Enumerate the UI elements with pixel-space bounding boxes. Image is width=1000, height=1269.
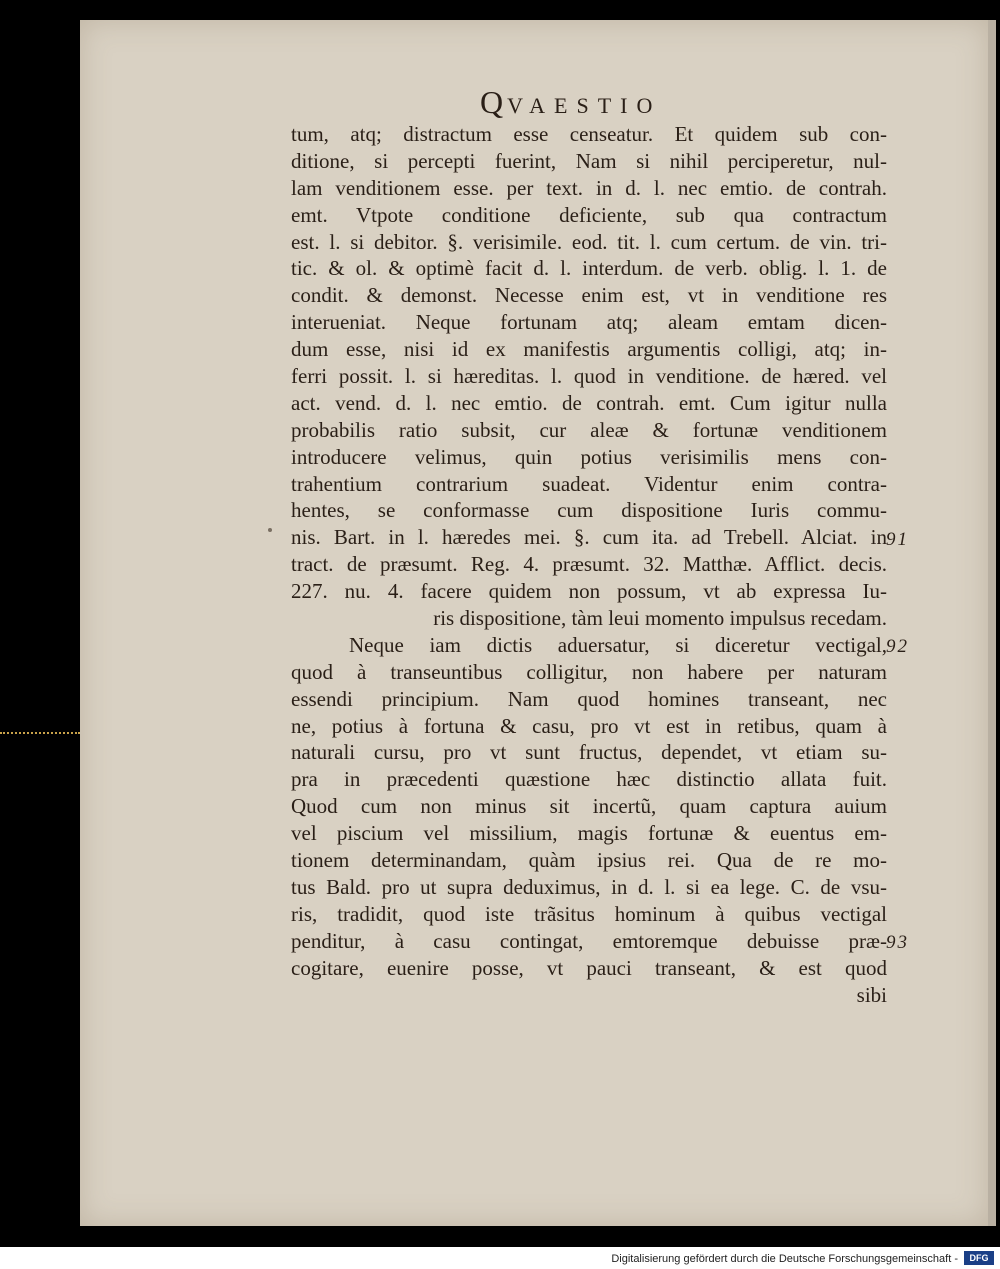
- text-line: probabilis ratio subsit, cur aleæ & fortunæ venditionem: [291, 417, 887, 442]
- text-line: lam venditionem esse. per text. in d. l. nec emtio. de contrah.: [291, 175, 887, 200]
- text-line: interueniat. Neque fortunam atq; aleam emtam dicen-: [291, 310, 887, 335]
- text-line: condit. & demonst. Necesse enim est, vt in venditione res: [291, 283, 887, 308]
- margin-note: 93: [886, 932, 909, 953]
- funding-credit: Digitalisierung gefördert durch die Deutsche Forschungsgemeinschaft -: [611, 1253, 958, 1265]
- running-head: [480, 84, 661, 121]
- text-line: tionem determinandam, quàm ipsius rei. Qua de re mo-: [291, 848, 887, 873]
- text-line: Neque iam dictis aduersatur, si diceretur vectigal,: [349, 632, 887, 657]
- text-line: act. vend. d. l. nec emtio. de contrah. emt. Cum igitur nulla: [291, 390, 887, 415]
- margin-note: 92: [886, 636, 909, 658]
- text-line: hentes, se conformasse cum dispositione Iuris commu-: [291, 498, 887, 523]
- stray-mark: [268, 528, 272, 532]
- text-line: nis. Bart. in l. hæredes mei. §. cum ita. ad Trebell. Alciat. in: [291, 525, 887, 550]
- text-line: penditur, à casu contingat, emtoremque debuisse præ-: [291, 928, 887, 953]
- text-line: quod à transeuntibus colligitur, non habere per naturam: [291, 659, 887, 684]
- running-head-rest: VAESTIO: [507, 93, 662, 118]
- margin-note: 91: [886, 528, 909, 550]
- text-line: ris, tradidit, quod iste trãsitus hominum à quibus vectigal: [291, 901, 887, 926]
- footer-strip: [0, 1247, 1000, 1269]
- text-line: sibi: [856, 982, 887, 1007]
- text-line: emt. Vtpote conditione deficiente, sub qua contractum: [291, 202, 887, 227]
- left-dotted-rule: [0, 732, 80, 734]
- text-line: essendi principium. Nam quod homines transeant, nec: [291, 686, 887, 711]
- text-line: tus Bald. pro ut supra deduximus, in d. l. si ea lege. C. de vsu-: [291, 874, 887, 899]
- text-line: naturali cursu, pro vt sunt fructus, dependet, vt etiam su-: [291, 740, 887, 765]
- running-head-initial: Q: [480, 84, 508, 120]
- text-line: Quod cum non minus sit incertũ, quam captura auium: [291, 794, 887, 819]
- text-line: tic. & ol. & optimè facit d. l. interdum. de verb. oblig. l. 1. de: [291, 256, 887, 281]
- dfg-logo: DFG: [964, 1251, 994, 1265]
- page-edge: [988, 20, 996, 1226]
- text-line: tract. de præsumt. Reg. 4. præsumt. 32. Matthæ. Afflict. decis.: [291, 552, 887, 577]
- text-line: ferri possit. l. si hæreditas. l. quod in venditione. de hæred. vel: [291, 364, 887, 389]
- text-line: ne, potius à fortuna & casu, pro vt est in retibus, quam à: [291, 713, 887, 738]
- text-line: vel piscium vel missilium, magis fortunæ & euentus em-: [291, 821, 887, 846]
- text-line: dum esse, nisi id ex manifestis argumentis colligi, atq; in-: [291, 337, 887, 362]
- text-line: trahentium contrarium suadeat. Videntur enim contra-: [291, 471, 887, 496]
- text-line: tum, atq; distractum esse censeatur. Et quidem sub con-: [291, 122, 887, 146]
- text-line: 227. nu. 4. facere quidem non possum, vt ab expressa Iu-: [291, 579, 887, 604]
- body-text: [291, 121, 887, 1008]
- text-line: est. l. si debitor. §. verisimile. eod. tit. l. cum certum. de vin. tri-: [291, 229, 887, 254]
- text-line: introducere velimus, quin potius verisimilis mens con-: [291, 444, 887, 469]
- text-line: ris dispositione, tàm leui momento impulsus recedam.: [433, 606, 887, 631]
- text-line: ditione, si percepti fuerint, Nam si nihil perciperetur, nul-: [291, 148, 887, 173]
- text-line: pra in præcedenti quæstione hæc distinctio allata fuit.: [291, 767, 887, 792]
- text-line: cogitare, euenire posse, vt pauci transeant, & est quod: [291, 955, 887, 980]
